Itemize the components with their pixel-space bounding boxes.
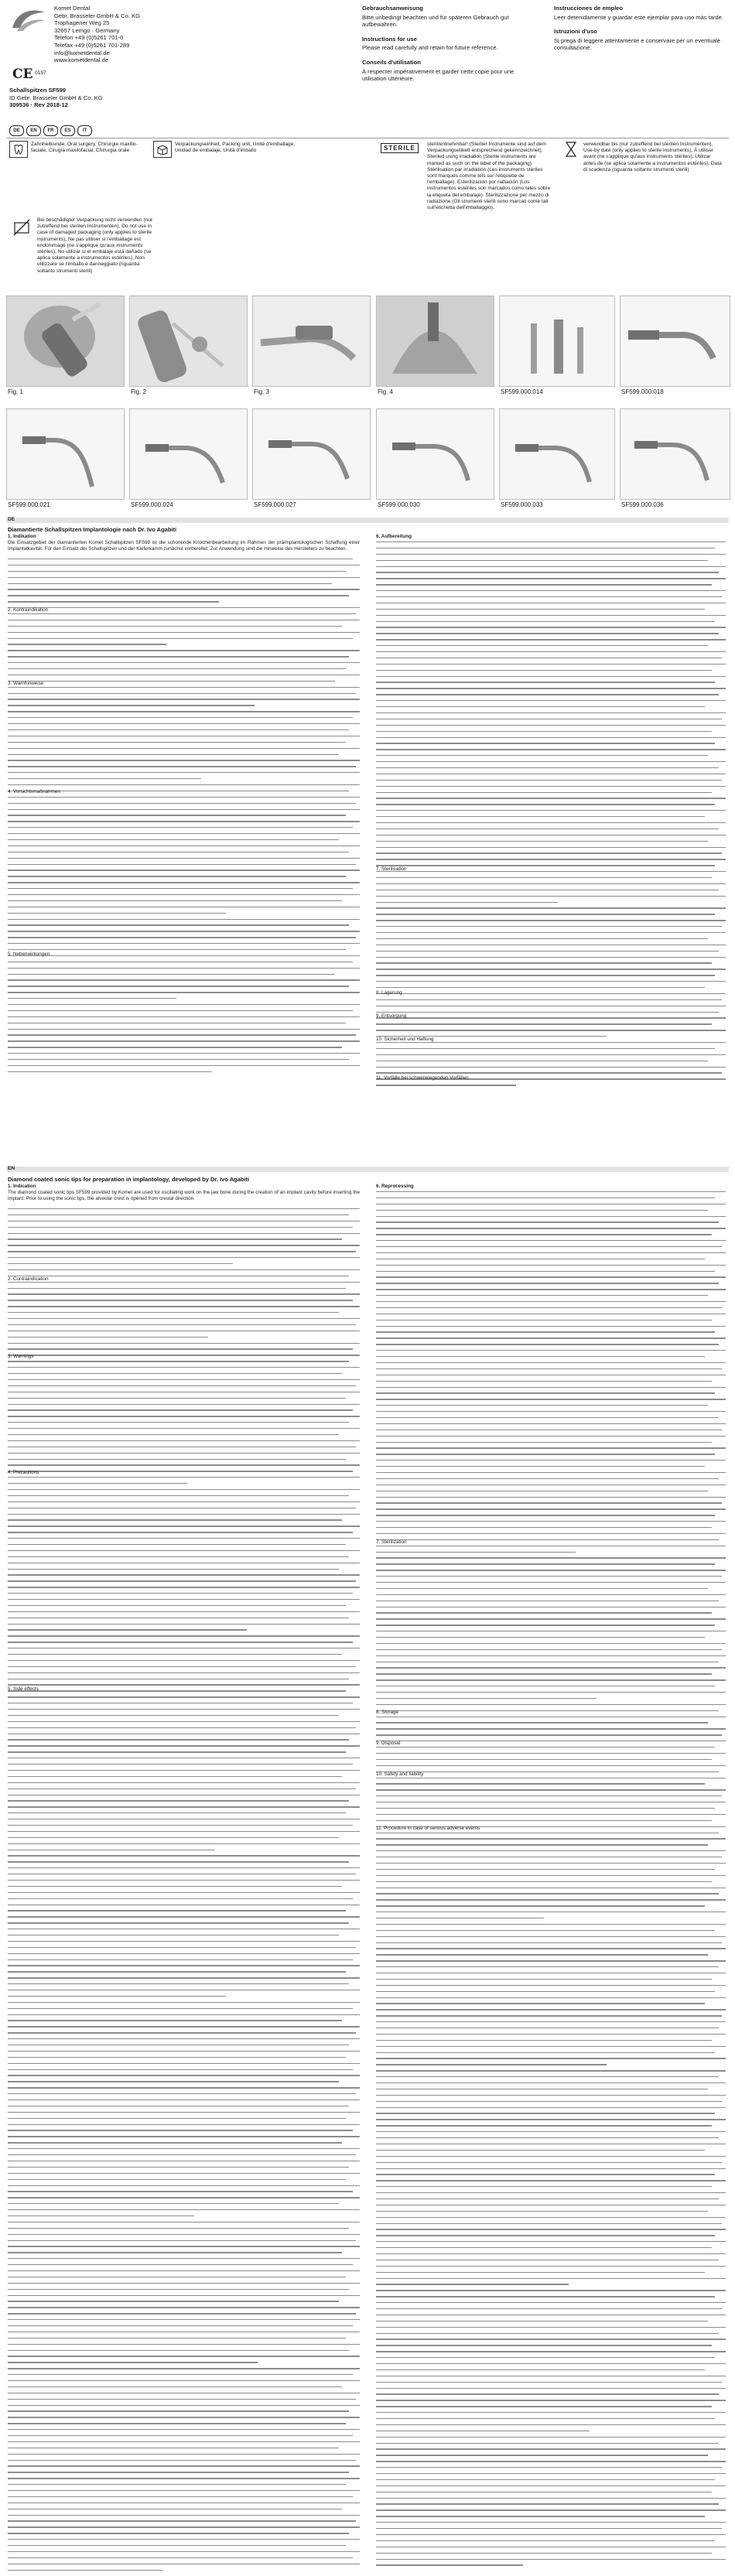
en-heading-9: 9. Disposal — [376, 1741, 401, 1746]
en-heading-11: 11. Procedure in case of serious adverse events — [376, 1826, 480, 1831]
company-block — [54, 5, 162, 64]
figure-caption-11: SF599.000.033 — [501, 501, 543, 508]
figure-caption-10: SF599.000.030 — [378, 501, 420, 508]
en-heading-7: 7. Sterilization — [376, 1539, 407, 1545]
figure-caption-4: Fig. 4 — [378, 388, 394, 395]
figure-photo-2 — [129, 296, 248, 387]
dental-icon — [9, 141, 28, 158]
de-heading-6: 6. Aufbereitung — [376, 534, 412, 539]
product-revision: 309536 · Rev 2018-12 — [9, 101, 68, 109]
section-bar-en — [6, 1167, 729, 1172]
en-heading-4: 4. Precautions — [8, 1470, 39, 1475]
figure-caption-7: SF599.000.021 — [8, 501, 50, 508]
sonic-tip-photo-024 — [129, 408, 248, 500]
header-body-es: Leer detenidamente y guardar este ejemplar para uso más tarde. — [554, 13, 724, 21]
de-heading-7: 7. Sterilisation — [376, 866, 407, 872]
company-legal: Gebr. Brasseler GmbH & Co. KG — [54, 12, 140, 19]
header-title-en: Instructions for use — [362, 35, 417, 43]
de-intro: Die Einsatzgebiet der diamantierten Komet Schallspitzen SF599 ist die schonende Knochenbearbeitung im Rahmen der präimplantologischen Schaffung einer Implantatkavität. Für den Einsatz der Schallspitzen und der Kieferkamm zunächst vorbereitet. Zur Anwendung sind die Hinweise des Herstellers zu beachten. — [8, 539, 360, 552]
sterile-r-symbol: STERILE — [381, 143, 419, 153]
en-left-text-lines — [8, 1208, 360, 2576]
sonic-tip-photo-021 — [6, 408, 125, 500]
sonic-tip-photo-018 — [620, 296, 730, 387]
header-body-de: Bitte unbedingt beachten und für späteren Gebrauch gut aufbewahren. — [362, 13, 509, 29]
section-title-en: Diamond coated sonic tips for preparation in implantology, developed by Dr. Ivo Agabiti — [8, 1176, 250, 1183]
de-heading-1: 1. Indikation — [8, 534, 36, 539]
en-heading-10: 10. Safety and liability — [376, 1771, 424, 1777]
de-heading-10: 10. Sicherheit und Haftung — [376, 1037, 434, 1042]
header-col-1 — [362, 5, 532, 84]
de-heading-5: 5. Nebenwirkungen — [8, 951, 50, 957]
en-intro: The diamond coated sonic tips SF599 provided by Komet are used for oscillating work on the jaw bone during the creation of an implant cavity before inserting the implant. Prior to using the sonic tips, the alveolar crest is opened from crestal direction. — [8, 1189, 360, 1201]
damaged-package-text: Bei beschädigter Verpackung nicht verwenden (nur zutreffend bei sterilen Instrumenten), Do not use in case of damaged packaging (only applies to sterile instruments), Ne pas utiliser si l'emballage est endommagé (ne s'applique qu'aux instruments stériles), No utilizar si el embalaje está dañado (se aplica solamente a instrumentos estériles), Non utilizzare se l'imballo è danneggiato (riguarda soltanto strumenti sterili) — [37, 217, 153, 274]
figure-caption-1: Fig. 1 — [8, 388, 24, 395]
company-fax: Telefax +49 (0)5261 701-289 — [54, 41, 130, 49]
header-title-es: Instrucciones de empleo — [554, 5, 624, 12]
company-web: www.kometdental.de — [54, 56, 109, 64]
company-phone: Telefon +49 (0)5261 701-0 — [54, 34, 124, 42]
header-col-2 — [554, 5, 724, 53]
en-heading-8: 8. Storage — [376, 1710, 399, 1715]
de-heading-2: 2. Kontraindikation — [8, 607, 49, 613]
en-heading-6: 6. Reprocessing — [376, 1184, 414, 1189]
komet-logo — [9, 5, 48, 36]
sonic-tip-photo-030 — [376, 408, 494, 500]
packaging-unit-icon — [153, 141, 172, 158]
header-body-en: Please read carefully and retain for future reference. — [362, 44, 498, 52]
damaged-package-icon — [12, 218, 31, 237]
product-block — [9, 87, 195, 109]
de-heading-9: 9. Entsorgung — [376, 1013, 407, 1019]
lang-badge-it: IT — [77, 125, 92, 136]
en-column-left — [8, 1184, 360, 1202]
company-city: 32657 Lemgo · Germany — [54, 26, 120, 34]
en-heading-3: 3. Warnings — [8, 1354, 34, 1359]
figure-caption-12: SF599.000.036 — [621, 501, 664, 508]
figure-photo-3 — [252, 296, 371, 387]
figure-photo-4 — [376, 296, 494, 387]
de-heading-8: 8. Lagerung — [376, 990, 402, 996]
figure-photo-1 — [6, 296, 125, 387]
company-email: info@kometdental.de — [54, 49, 110, 56]
sterile-text: steril/entnehmbar! (Steriler Instrumente sind auf dem Verpackungsetikett entsprechend gekennzeichnet). Steriled using irradiation (Sterile instruments are marked as such on the label of the packaging). Stérilisation par irradiation (Les instruments stériles sont marqués comme tels sur l'étiquette de l'emballage). Esterilización por radiación (Los instrumentos estériles son marcados como tales sobre la etiqueta del embalaje). Sterilizzazione per mezzo di radiazione (Gli strumenti sterili sono marcati come tali sull'etichetta dell'imballaggio). — [427, 142, 551, 211]
figure-caption-8: SF599.000.024 — [131, 501, 173, 508]
figure-caption-2: Fig. 2 — [131, 388, 147, 395]
packaging-text: Verpackungseinheit, Packing unit, Unité d'emballage, Unidad de embalaje, Unità d'imballo — [175, 142, 296, 154]
company-street: Trophagener Weg 25 — [54, 19, 110, 27]
language-badges — [9, 125, 92, 136]
section-bar-de — [6, 518, 729, 523]
header-body-it: Si prega di leggere attentamente e conservare per un eventuale consultazione. — [554, 36, 720, 52]
dental-text: Zahnheilkunde, Oral surgery, Chirurgie maxillo-faciale, Cirugía maxilofacial, Chirurgia orale — [31, 142, 138, 154]
header-title-it: Istruzioni d'uso — [554, 28, 597, 36]
en-heading-1: 1. Indication — [8, 1184, 36, 1189]
section-lang-en: EN — [8, 1166, 15, 1171]
product-manufacturer: ID Gebr. Brasseler GmbH & Co. KG — [9, 94, 103, 101]
de-column-right — [376, 534, 726, 540]
sonic-tip-photo-027 — [252, 408, 371, 500]
lang-badge-de: DE — [9, 125, 24, 136]
de-right-text-lines — [376, 542, 726, 1091]
figure-caption-5: SF599.000.014 — [501, 388, 543, 395]
de-heading-11: 11. Vorfälle bei schwerwiegenden Vorfällen — [376, 1075, 469, 1081]
ce-number: 0197 — [35, 70, 46, 76]
figure-caption-9: SF599.000.027 — [254, 501, 296, 508]
sonic-tip-photo-036 — [620, 408, 730, 500]
de-column-left — [8, 534, 360, 552]
section-title-de: Diamantierte Schallspitzen Implantologie nach Dr. Ivo Agabiti — [8, 526, 177, 533]
header-title-fr: Conseils d'utilisation — [362, 58, 422, 66]
en-heading-2: 2. Contraindication — [8, 1276, 49, 1282]
sonic-tip-photo-014 — [499, 296, 615, 387]
en-column-right — [376, 1184, 726, 1190]
lang-badge-es: ES — [60, 125, 75, 136]
de-heading-3: 3. Warnhinweise — [8, 681, 44, 686]
section-lang-de: DE — [8, 517, 15, 522]
lang-badge-en: EN — [26, 125, 41, 136]
lang-badge-fr: FR — [43, 125, 58, 136]
company-name: Komet Dental — [54, 5, 91, 12]
de-heading-4: 4. Vorsichtsmaßnahmen — [8, 789, 60, 794]
use-by-text: verwendbar bis (nur zutreffend bei sterilen Instrumenten), Use-by date (only applies to sterile instruments), À utiliser avant (ne s'applique qu'aux instruments stériles), Utilizar antes de (se aplica solamente a instrumentos estériles), Data di scadenza (riguarda soltanto strumenti sterili) — [583, 142, 722, 173]
figure-caption-6: SF599.000.018 — [621, 388, 664, 395]
de-left-text-lines — [8, 559, 360, 1078]
en-heading-5: 5. Side effects — [8, 1686, 39, 1692]
ce-mark: CE — [12, 67, 33, 82]
en-right-text-lines — [376, 1191, 726, 2571]
header-body-fr: À respecter impérativement et garder cette copie pour une utilisation ultérieure. — [362, 67, 514, 83]
hourglass-icon — [563, 141, 579, 158]
header-title-de: Gebrauchsanweisung — [362, 5, 423, 12]
sonic-tip-photo-033 — [499, 408, 615, 500]
figure-caption-3: Fig. 3 — [254, 388, 270, 395]
product-name: Schallspitzen SF599 — [9, 87, 67, 94]
